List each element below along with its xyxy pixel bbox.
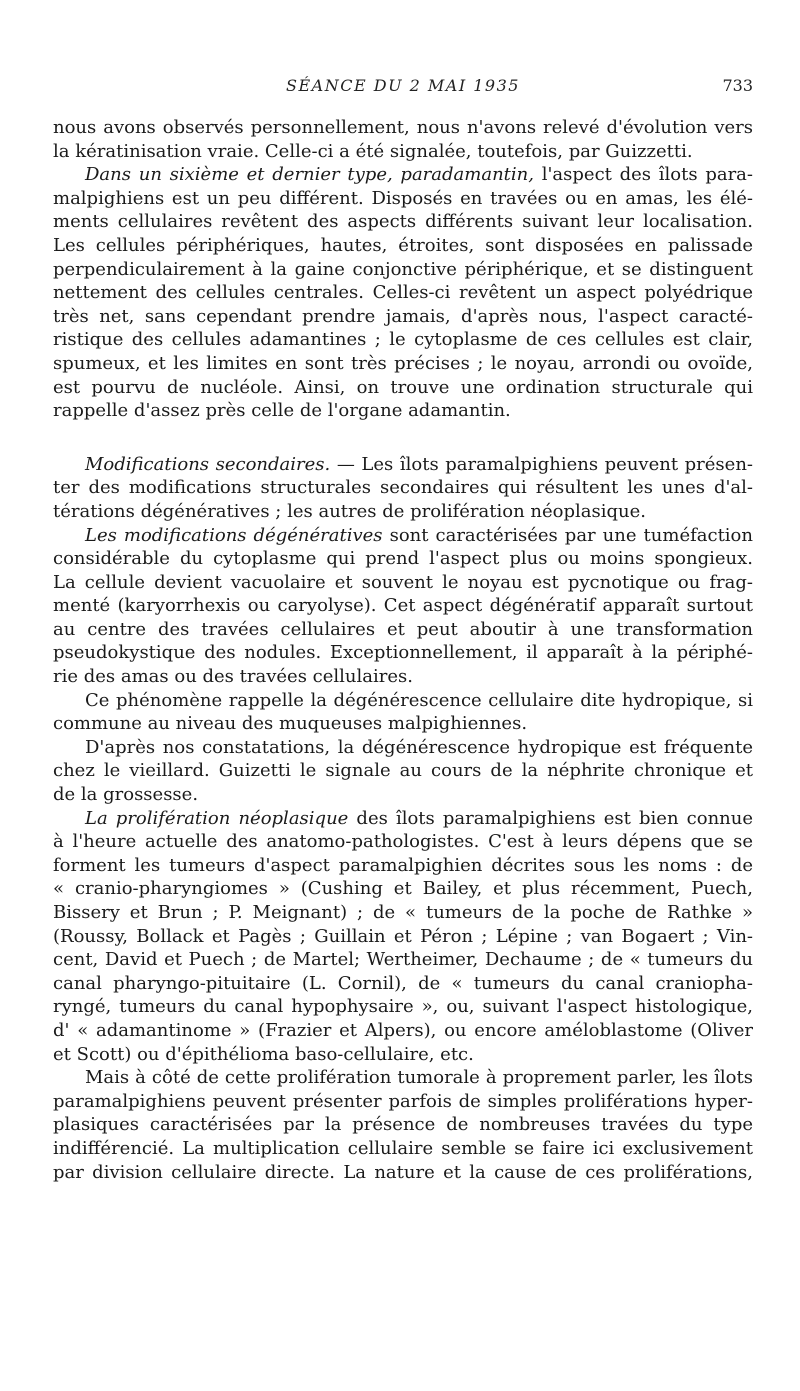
text-line: (Roussy, Bollack et Pagès ; Guillain et Péron ; Lépine ; van Bogaert ; Vin- [53,925,753,947]
text-line: ryngé, tumeurs du canal hypophysaire », ou, suivant l'aspect histologique, [53,996,753,1018]
paragraph-proliferation-neoplasique [53,807,753,1067]
text-line: Ce phénomène rappelle la dégénérescence cellulaire dite hydropique, si [85,689,753,711]
text-line: commune au niveau des muqueuses malpighiennes. [53,713,528,735]
text-line: par division cellulaire directe. La nature et la cause de ces proliférations, [53,1161,753,1183]
paragraph-keratinisation [53,116,753,163]
text-line: nous avons observés personnellement, nous n'avons relevé d'évolution vers [53,117,753,138]
text-run: l'aspect des îlots para- [533,164,753,186]
text-line: de la grossesse. [53,784,199,806]
text-line: ments cellulaires revêtent des aspects différents suivant leur localisation. [53,211,753,233]
paragraph-modifications-degeneratives [53,524,753,689]
body-text [53,116,753,1184]
italic-phrase: Les modifications dégénératives [85,524,383,546]
paragraph-degenerescence-hydropique [53,689,753,736]
text-line: rie des amas ou des travées cellulaires. [53,666,413,688]
text-line: térations dégénératives ; les autres de prolifération néoplasique. [53,500,646,522]
text-line: au centre des travées cellulaires et peut aboutir à une transformation [53,618,753,640]
text-line: Mais à côté de cette prolifération tumorale à proprement parler, les îlots [85,1067,753,1089]
paragraph-constatations [53,736,753,807]
text-line: ter des modifications structurales secondaires qui résultent les unes d'al- [53,477,753,499]
text-line: perpendiculairement à la gaine conjonctive périphérique, et se distinguent [53,258,753,280]
text-line: Les cellules périphériques, hautes, étroites, sont disposées en palissade [53,234,753,256]
text-line: à l'heure actuelle des anatomo-pathologistes. C'est à leurs dépens que se [53,831,753,853]
text-line [53,453,753,477]
text-line: D'après nos constatations, la dégénérescence hydropique est fréquente [85,736,753,758]
section-gap [53,423,753,453]
text-line: plasiques caractérisées par la présence de nombreuses travées du type [53,1114,753,1136]
paragraph-paradamantin [53,163,753,423]
text-line: et Scott) ou d'épithélioma baso-cellulaire, etc. [53,1043,474,1065]
text-line: menté (karyorrhexis ou caryolyse). Cet aspect dégénératif apparaît surtout [53,595,753,617]
text-line: malpighiens est un peu différent. Disposés en travées ou en amas, les élé- [53,187,753,209]
italic-phrase: La prolifération néoplasique [85,807,349,829]
text-line: « cranio-pharyngiomes » (Cushing et Bailey, et plus récemment, Puech, [53,878,753,900]
text-run: sont caractérisées par une tuméfaction [382,524,753,546]
text-line: paramalpighiens peuvent présenter parfois de simples proliférations hyper- [53,1090,753,1112]
page-header [53,76,753,98]
text-line: Bissery et Brun ; P. Meignant) ; de « tumeurs de la poche de Rathke » [53,902,753,923]
text-run: des îlots paramalpighiens est bien connue [348,807,753,829]
text-line: cent, David et Puech ; de Martel; Wertheimer, Dechaume ; de « tumeurs du [53,949,753,971]
text-line: forment les tumeurs d'aspect paramalpighien décrites sous les noms : de [53,854,753,876]
text-line: rappelle d'assez près celle de l'organe adamantin. [53,400,511,422]
text-line: d' « adamantinome » (Frazier et Alpers), ou encore améloblastome (Oliver [53,1019,753,1041]
text-line [53,163,753,187]
section-heading: Modifications secondaires. [85,453,331,475]
text-line: très net, sans cependant prendre jamais, d'après nous, l'aspect caracté- [53,305,753,327]
running-title: SÉANCE DU 2 MAI 1935 [286,76,520,95]
text-line: indifférencié. La multiplication cellulaire semble se faire ici exclusivement [53,1137,753,1159]
text-line: pseudokystique des nodules. Exceptionnellement, il apparaît à la périphé- [53,642,753,664]
text-line: spumeux, et les limites en sont très précises ; le noyau, arrondi ou ovoïde, [53,352,753,374]
paragraph-proliferations-hyperplasiques [53,1066,753,1184]
text-line: nettement des cellules centrales. Celles-ci revêtent un aspect polyédrique [53,282,753,304]
text-line [53,524,753,548]
text-line: chez le vieillard. Guizetti le signale au cours de la néphrite chronique et [53,760,753,782]
italic-phrase: Dans un sixième et dernier type, paradamantin, [85,164,534,186]
text-line: La cellule devient vacuolaire et souvent le noyau est pycnotique ou frag- [53,571,753,593]
page-number: 733 [722,76,753,95]
text-run: — Les îlots paramalpighiens peuvent présen- [330,453,753,475]
text-line: canal pharyngo-pituitaire (L. Cornil), de « tumeurs du canal craniopha- [53,972,753,994]
text-line [53,807,753,831]
paragraph-modifications-secondaires [53,453,753,524]
text-line: ristique des cellules adamantines ; le cytoplasme de ces cellules est clair, [53,329,753,351]
text-line: est pourvu de nucléole. Ainsi, on trouve une ordination structurale qui [53,376,753,398]
text-line: la kératinisation vraie. Celle-ci a été signalée, toutefois, par Guizzetti. [53,140,693,162]
text-line: considérable du cytoplasme qui prend l'aspect plus ou moins spongieux. [53,548,753,570]
